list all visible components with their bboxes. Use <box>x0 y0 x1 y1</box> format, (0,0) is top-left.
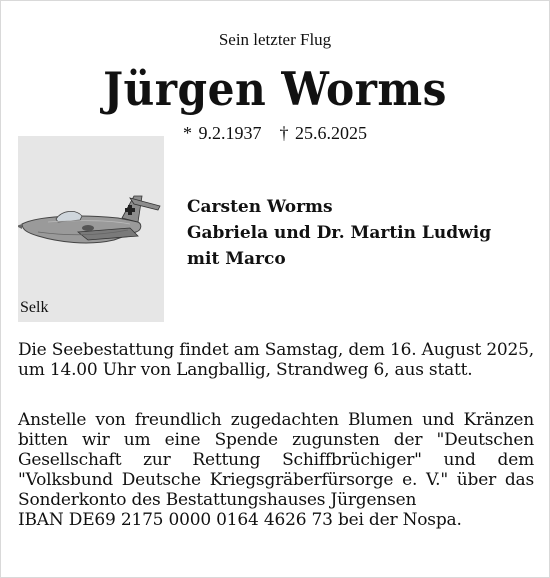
birth-date: * 9.2.1937 <box>183 123 262 143</box>
deceased-name: Jürgen Worms <box>103 62 447 116</box>
death-date: † 25.6.2025 <box>279 123 367 143</box>
iban-line: IBAN DE69 2175 0000 0164 4626 73 bei der Nospa. <box>18 510 462 530</box>
fighter-jet-icon <box>18 136 164 322</box>
donation-paragraph <box>18 410 534 530</box>
mourner-line: Gabriela und Dr. Martin Ludwig <box>187 223 492 243</box>
memorial-image <box>18 136 164 322</box>
notice-subtitle: Sein letzter Flug <box>218 30 332 49</box>
mourners-list <box>187 194 491 272</box>
funeral-info-paragraph: Die Seebestattung findet am Samstag, dem 16. August 2025, um 14.00 Uhr von Langballig, Strandweg 6, aus statt. <box>18 340 534 380</box>
place-caption: Selk <box>20 299 49 316</box>
mourner-line: mit Marco <box>187 249 286 269</box>
mourner-line: Carsten Worms <box>187 197 333 217</box>
donation-text: Anstelle von freundlich zugedachten Blumen und Kränzen bitten wir um eine Spende zugunsten der "Deutschen Gesellschaft zur Rettung Schiffbrüchiger" und dem "Volksbund Deutsche Kriegsgräberfürsorge e. V." über das Sonderkonto des Bestattungshauses Jürgensen <box>18 410 534 510</box>
